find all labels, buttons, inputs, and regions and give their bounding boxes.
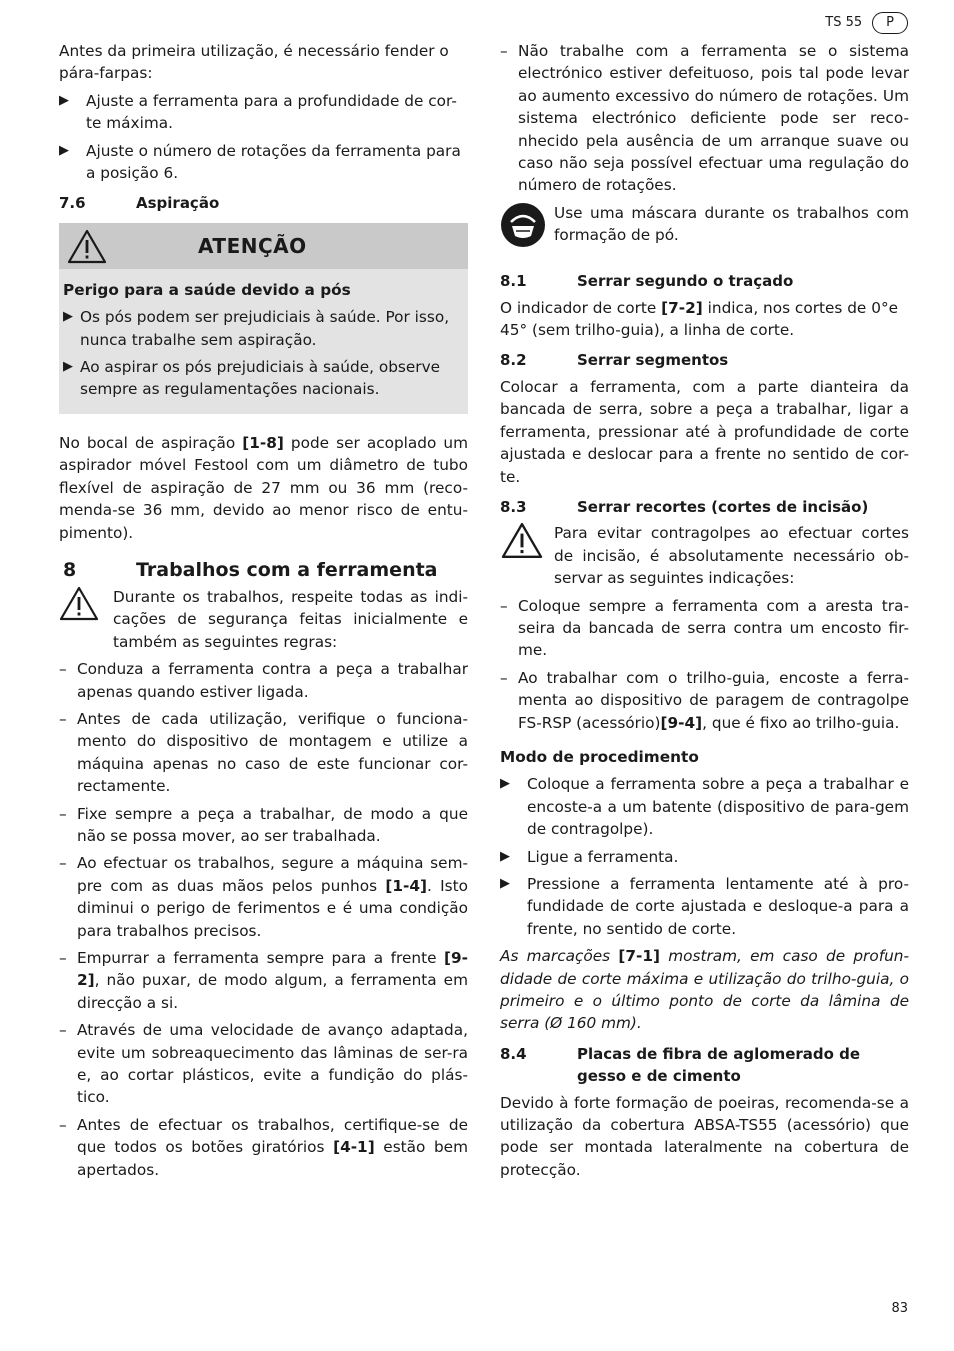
section-number: 8.1 [500, 272, 527, 291]
section-heading-8-1 [500, 270, 909, 292]
left-column [59, 40, 468, 1186]
list-item: – Empurrar a ferramenta sempre para a frente [9-2], não puxar, de modo algum, a ferramenta em direcção a si. [59, 949, 468, 1012]
warning-paragraph [500, 522, 909, 589]
list-item-text: Ajuste o número de rotações da ferramenta para a posição 6. [86, 141, 461, 183]
section-heading-8-4 [500, 1043, 909, 1088]
list-item [63, 306, 464, 351]
section-title: Placas de fibra de aglomerado de gesso e de cimento [577, 1044, 861, 1086]
arrow-bullet-icon: ▶ [59, 92, 69, 108]
page-number: 83 [891, 1301, 908, 1316]
section-heading-7-6 [59, 192, 468, 214]
list-item: – Fixe sempre a peça a trabalhar, de modo a que não se possa mover, ao ser trabalhada. [59, 804, 468, 845]
figure-reference: [9-4] [660, 713, 703, 732]
list-item-text: Coloque a ferramenta sobre a peça a trabalhar e encoste-a a um batente (dispositivo de para-gem de contragolpe). [527, 775, 909, 839]
list-item: – Ao trabalhar com o trilho-guia, encoste a ferra-menta ao dispositivo de paragem de contragolpe FS-RSP (acessório)[9-4], que é fixo ao trilho-guia. [500, 668, 909, 732]
warning-triangle-icon [500, 522, 554, 589]
list-item-text: Ajuste a ferramenta para a profundidade de cor-te máxima. [86, 91, 457, 133]
dust-mask-icon [500, 202, 554, 254]
warning-text: Durante os trabalhos, respeite todas as indi-cações de segurança feitas inicialmente e também as seguintes regras: [113, 587, 468, 651]
text-span: Antes de efectuar os trabalhos, certifique-se de que todos os botões giratórios [77, 1115, 468, 1157]
arrow-bullet-icon: ▶ [500, 848, 510, 864]
warning-body [59, 269, 468, 414]
figure-reference: [7-2] [661, 298, 703, 317]
text-span: Coloque sempre a ferramenta com a aresta tra-seira da bancada de serra contra um encosto fir-me. [518, 596, 909, 660]
warning-text: Para evitar contragolpes ao efectuar cortes de incisão, é absolutamente necessário ob-servar as seguintes indicações: [554, 524, 909, 588]
section-number: 8 [63, 558, 77, 581]
arrow-bullet-icon: ▶ [63, 309, 73, 325]
list-item: – Não trabalhe com a ferramenta se o sistema electrónico estiver defeituoso, pois tal pode levar ao aumento excessivo do número de rotações. Um sistema electrónico deficiente pode ser reco-nhecido pela ausência de um arranque suave ou caso não seja possível efectuar uma regulação do número de rotações. [500, 40, 909, 197]
text-span: , não puxar, de modo algum, a ferramenta em direcção a si. [77, 971, 468, 1012]
figure-reference: [1-4] [385, 876, 427, 895]
list-item-text: Não trabalhe com a ferramenta se o sistema electrónico estiver defeituoso, pois tal pode levar ao aumento excessivo do número de rotações. Um sistema electrónico deficiente pode ser reco-nhecido pela ausência de um arranque suave ou caso não seja possível efectuar uma regulação do número de rotações. [518, 42, 909, 195]
section-number: 7.6 [59, 194, 86, 213]
list-item: – Coloque sempre a ferramenta com a aresta tra-seira da bancada de serra contra um encosto fir-me. [500, 596, 909, 660]
section-title: Trabalhos com a ferramenta [136, 558, 438, 581]
text-span: . Isto diminui o perigo de ferimentos e é uma condição para trabalhos precisos. [77, 876, 468, 940]
figure-reference: [1-8] [242, 433, 284, 452]
section-text: Devido à forte formação de poeiras, recomenda-se a utilização da cobertura ABSA-TS55 (acessório) que pode ser montada lateralmente na cobertura de protecção. [500, 1093, 909, 1179]
intro-text: Antes da primeira utilização, é necessário fender o pára-farpas: [59, 42, 449, 83]
figure-reference: [7-1] [618, 947, 661, 966]
text-span: Ao efectuar os trabalhos, segure a máquina sem-pre com as duas mãos pelos punhos [77, 854, 468, 895]
warning-triangle-icon [59, 586, 113, 653]
list-item [59, 90, 468, 135]
list-item-text: Ao aspirar os pós prejudiciais à saúde, observe sempre as regulamentações nacionais. [80, 358, 441, 399]
procedure-heading: Modo de procedimento [500, 747, 699, 766]
section-number: 8.2 [500, 351, 527, 370]
text-span: O indicador de corte [500, 298, 662, 317]
text-span: Empurrar a ferramenta sempre para a frente [77, 949, 445, 967]
section-heading-8 [59, 558, 468, 582]
figure-reference: [9-2] [77, 949, 468, 990]
list-item: – Através de uma velocidade de avanço adaptada, evite um sobreaquecimento das lâminas de ser-ra e, ao cortar plásticos, evite a fundição do plás-tico. [59, 1021, 468, 1107]
warning-triangle-icon [67, 229, 107, 271]
section-title: Aspiração [136, 194, 220, 213]
mask-note-text: Use uma máscara durante os trabalhos com formação de pó. [554, 203, 909, 245]
suction-paragraph [59, 432, 468, 544]
text-span: Através de uma velocidade de avanço adaptada, evite um sobreaquecimento das lâminas de ser-ra e, ao cortar plásticos, evite a fundição do plás-tico. [77, 1021, 468, 1107]
list-item: – Antes de efectuar os trabalhos, certifique-se de que todos os botões giratórios [4-1] estão bem apertados. [59, 1115, 468, 1179]
model-label: TS 55 [825, 15, 863, 30]
section-heading-8-2 [500, 349, 909, 371]
arrow-bullet-icon: ▶ [500, 876, 510, 891]
section-heading-8-3 [500, 496, 909, 518]
section-title: Serrar segmentos [577, 351, 729, 370]
mask-note [500, 202, 909, 254]
list-item: – Ao efectuar os trabalhos, segure a máquina sem-pre com as duas mãos pelos punhos [1-4]. Isto diminui o perigo de ferimentos e é uma condição para trabalhos precisos. [59, 854, 468, 940]
text-span: estão bem apertados. [77, 1138, 468, 1179]
section-text [500, 297, 909, 342]
text-span: Conduza a ferramenta contra a peça a trabalhar apenas quando estiver ligada. [77, 660, 468, 701]
list-item [500, 846, 909, 868]
section-text: Colocar a ferramenta, com a parte dianteira da bancada de serra, sobre a peça a trabalhar, ligar a ferramenta, pressionar até à profundidade de corte ajustada e deslocar para a frente no sentido de cor-te. [500, 377, 909, 486]
section-title: Serrar segundo o traçado [577, 272, 794, 291]
warning-header [59, 223, 468, 269]
arrow-bullet-icon: ▶ [59, 142, 69, 158]
list-item-text: Ligue a ferramenta. [527, 847, 679, 866]
warning-title: ATENÇÃO [198, 233, 307, 258]
section-number: 8.3 [500, 497, 527, 516]
warning-box [59, 223, 468, 414]
text-span: , que é fixo ao trilho-guia. [702, 713, 900, 732]
text-span: Fixe sempre a peça a trabalhar, de modo a que não se possa mover, ao ser trabalhada. [77, 804, 468, 845]
text-span: As marcações [500, 947, 619, 966]
note-paragraph [500, 945, 909, 1035]
text-span: indica, nos cortes de 0°e 45° (sem trilho-guia), a linha de corte. [500, 298, 899, 340]
list-item: – Conduza a ferramenta contra a peça a trabalhar apenas quando estiver ligada. [59, 660, 468, 701]
list-item: – Antes de cada utilização, verifique o funciona-mento do dispositivo de montagem e utilize a máquina apenas no caso de este funcionar cor-rectamente. [59, 709, 468, 796]
text-span: mostram, em caso de profun-didade de corte máxima e utilização do trilho-guia, o primeiro e o último ponto de corte da lâmina de serra (Ø 160 mm). [500, 947, 909, 1033]
arrow-bullet-icon: ▶ [500, 776, 510, 792]
page-header [825, 12, 908, 34]
list-item [59, 140, 468, 185]
text-span: Ao trabalhar com o trilho-guia, encoste a ferra-menta ao dispositivo de paragem de contragolpe FS-RSP (acessório) [518, 668, 909, 732]
section-title: Serrar recortes (cortes de incisão) [577, 497, 869, 516]
section-number: 8.4 [500, 1044, 527, 1063]
arrow-bullet-icon: ▶ [63, 359, 73, 375]
text-span: pode ser acoplado um aspirador móvel Festool com um diâmetro de tubo flexível de aspiração de 27 mm ou 36 mm (reco-menda-se 36 mm, devido ao menor risco de entu-pimento). [59, 433, 468, 542]
text-span: Antes de cada utilização, verifique o funciona-mento do dispositivo de montagem e utilize a máquina apenas no caso de este funcionar cor-rectamente. [77, 709, 468, 796]
list-item-text: Os pós podem ser prejudiciais à saúde. Por isso, nunca trabalhe sem aspiração. [80, 308, 450, 349]
list-item [500, 873, 909, 940]
warning-paragraph [59, 586, 468, 653]
list-item [63, 356, 464, 401]
text-span: No bocal de aspiração [59, 433, 243, 452]
figure-reference: [4-1] [333, 1138, 375, 1157]
right-column [500, 40, 909, 1186]
list-item-text: Pressione a ferramenta lentamente até à pro-fundidade de corte ajustada e desloque-a para a frente, no sentido de corte. [527, 875, 909, 938]
list-item [500, 773, 909, 840]
warning-subtitle: Perigo para a saúde devido a pós [63, 280, 351, 299]
language-badge: P [872, 12, 908, 34]
